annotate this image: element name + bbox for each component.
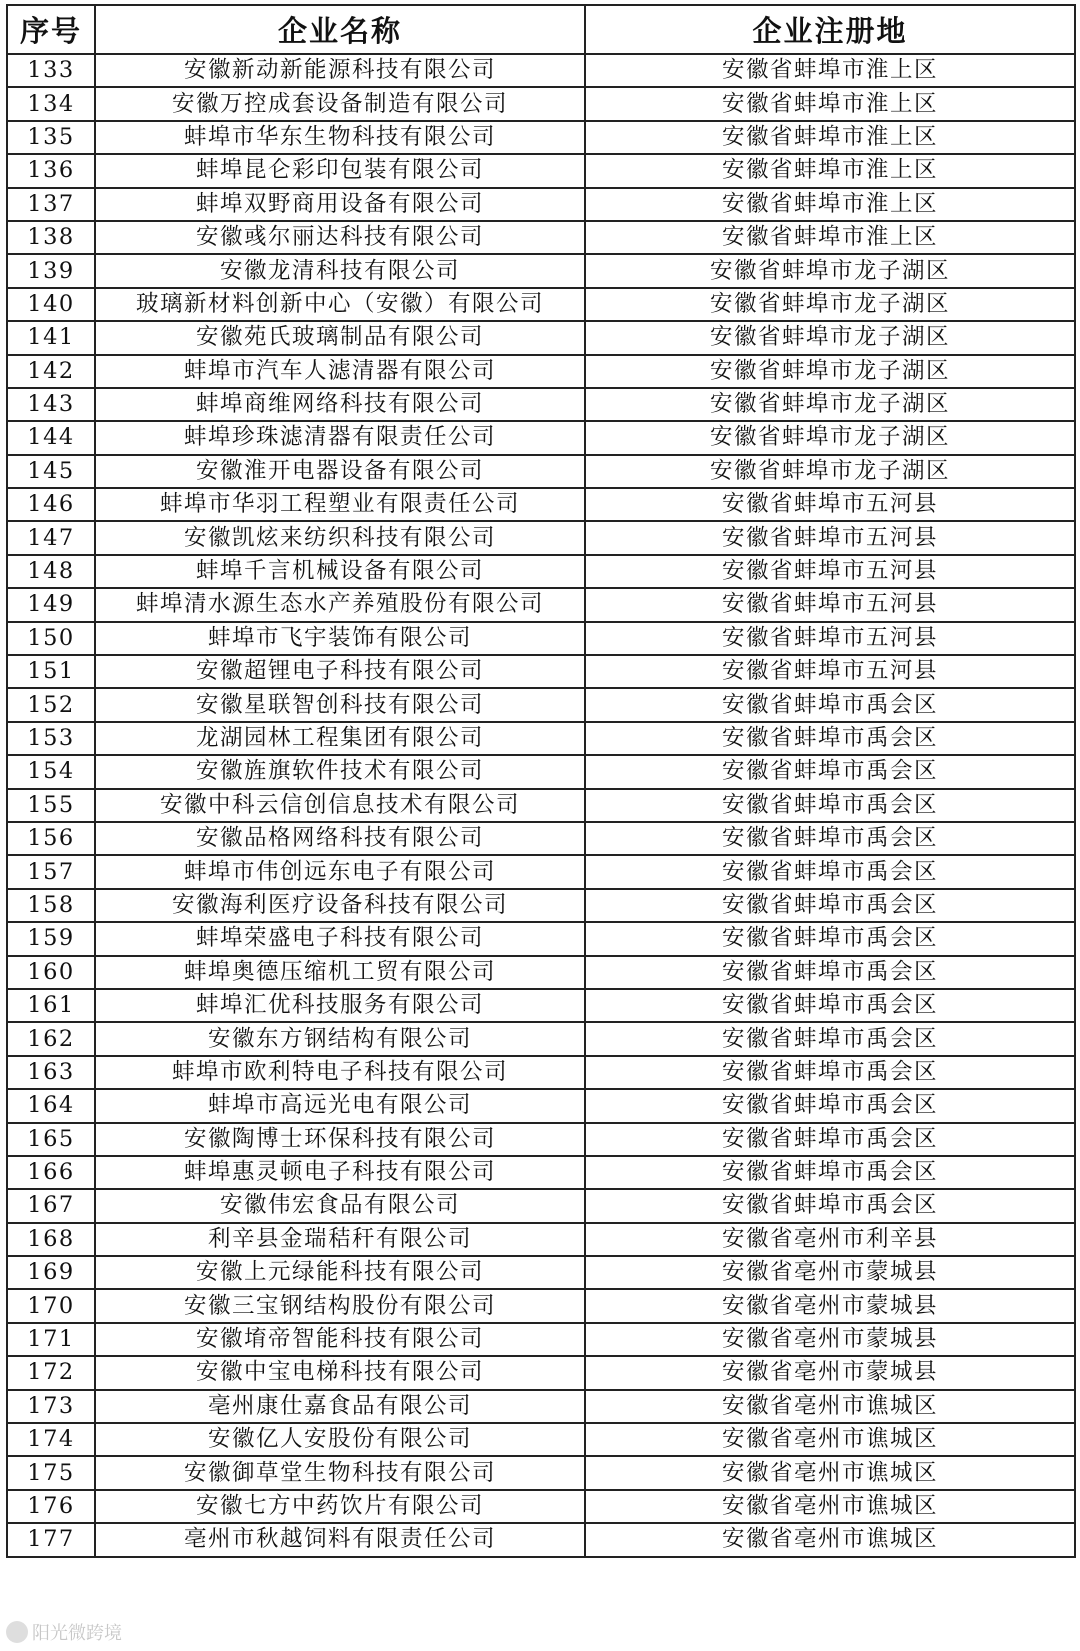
table-row	[7, 121, 1075, 154]
cell-company-name: 安徽龙清科技有限公司	[95, 254, 585, 287]
table-row	[7, 188, 1075, 221]
cell-index: 134	[7, 87, 95, 120]
cell-company-name: 蚌埠市飞宇装饰有限公司	[95, 622, 585, 655]
table-row	[7, 1189, 1075, 1222]
table-body	[7, 54, 1075, 1557]
cell-registration-place: 安徽省蚌埠市禹会区	[585, 1089, 1075, 1122]
cell-index: 171	[7, 1323, 95, 1356]
table-header-row	[7, 5, 1075, 54]
cell-registration-place: 安徽省蚌埠市禹会区	[585, 1056, 1075, 1089]
cell-index: 172	[7, 1356, 95, 1389]
cell-registration-place: 安徽省蚌埠市禹会区	[585, 989, 1075, 1022]
table-row	[7, 1256, 1075, 1289]
cell-index: 161	[7, 989, 95, 1022]
table-row	[7, 688, 1075, 721]
table-row	[7, 1022, 1075, 1055]
cell-index: 156	[7, 822, 95, 855]
cell-company-name: 安徽伟宏食品有限公司	[95, 1189, 585, 1222]
table-row	[7, 655, 1075, 688]
table-row	[7, 388, 1075, 421]
cell-registration-place: 安徽省蚌埠市五河县	[585, 555, 1075, 588]
cell-company-name: 蚌埠市华东生物科技有限公司	[95, 121, 585, 154]
table-row	[7, 989, 1075, 1022]
cell-registration-place: 安徽省亳州市谯城区	[585, 1490, 1075, 1523]
header-registration-place: 企业注册地	[585, 5, 1075, 54]
cell-index: 165	[7, 1123, 95, 1156]
cell-company-name: 蚌埠荣盛电子科技有限公司	[95, 922, 585, 955]
table-row	[7, 521, 1075, 554]
cell-index: 163	[7, 1056, 95, 1089]
table-row	[7, 1390, 1075, 1423]
cell-index: 149	[7, 588, 95, 621]
cell-index: 148	[7, 555, 95, 588]
cell-registration-place: 安徽省亳州市谯城区	[585, 1456, 1075, 1489]
cell-index: 175	[7, 1456, 95, 1489]
table-row	[7, 1356, 1075, 1389]
cell-company-name: 蚌埠市高远光电有限公司	[95, 1089, 585, 1122]
cell-registration-place: 安徽省蚌埠市禹会区	[585, 1156, 1075, 1189]
table-row	[7, 722, 1075, 755]
cell-registration-place: 安徽省蚌埠市五河县	[585, 655, 1075, 688]
cell-company-name: 安徽海利医疗设备科技有限公司	[95, 889, 585, 922]
table-row	[7, 254, 1075, 287]
table-row	[7, 588, 1075, 621]
cell-index: 164	[7, 1089, 95, 1122]
cell-index: 154	[7, 755, 95, 788]
table-row	[7, 622, 1075, 655]
cell-index: 173	[7, 1390, 95, 1423]
cell-index: 174	[7, 1423, 95, 1456]
cell-company-name: 蚌埠珍珠滤清器有限责任公司	[95, 421, 585, 454]
cell-index: 140	[7, 288, 95, 321]
cell-company-name: 安徽品格网络科技有限公司	[95, 822, 585, 855]
table-row	[7, 321, 1075, 354]
cell-registration-place: 安徽省蚌埠市禹会区	[585, 1022, 1075, 1055]
cell-company-name: 蚌埠双野商用设备有限公司	[95, 188, 585, 221]
cell-company-name: 安徽中宝电梯科技有限公司	[95, 1356, 585, 1389]
cell-company-name: 蚌埠商维网络科技有限公司	[95, 388, 585, 421]
table-row	[7, 1056, 1075, 1089]
cell-index: 160	[7, 956, 95, 989]
cell-registration-place: 安徽省蚌埠市五河县	[585, 521, 1075, 554]
cell-index: 168	[7, 1223, 95, 1256]
cell-registration-place: 安徽省蚌埠市淮上区	[585, 54, 1075, 87]
cell-registration-place: 安徽省蚌埠市淮上区	[585, 221, 1075, 254]
cell-company-name: 安徽凯炫来纺织科技有限公司	[95, 521, 585, 554]
cell-company-name: 蚌埠千言机械设备有限公司	[95, 555, 585, 588]
cell-index: 141	[7, 321, 95, 354]
cell-company-name: 安徽御草堂生物科技有限公司	[95, 1456, 585, 1489]
table-row	[7, 288, 1075, 321]
cell-index: 167	[7, 1189, 95, 1222]
cell-company-name: 安徽彧尔丽达科技有限公司	[95, 221, 585, 254]
table-row	[7, 1423, 1075, 1456]
cell-company-name: 蚌埠奥德压缩机工贸有限公司	[95, 956, 585, 989]
cell-registration-place: 安徽省亳州市蒙城县	[585, 1256, 1075, 1289]
cell-index: 144	[7, 421, 95, 454]
cell-registration-place: 安徽省蚌埠市五河县	[585, 588, 1075, 621]
cell-index: 152	[7, 688, 95, 721]
cell-company-name: 安徽超锂电子科技有限公司	[95, 655, 585, 688]
cell-company-name: 安徽万控成套设备制造有限公司	[95, 87, 585, 120]
watermark-text: 阳光微跨境	[32, 1623, 122, 1644]
cell-company-name: 安徽陶博士环保科技有限公司	[95, 1123, 585, 1156]
cell-index: 177	[7, 1523, 95, 1556]
cell-registration-place: 安徽省蚌埠市淮上区	[585, 87, 1075, 120]
table-row	[7, 789, 1075, 822]
cell-registration-place: 安徽省蚌埠市龙子湖区	[585, 388, 1075, 421]
cell-company-name: 安徽三宝钢结构股份有限公司	[95, 1289, 585, 1322]
cell-registration-place: 安徽省蚌埠市龙子湖区	[585, 355, 1075, 388]
cell-registration-place: 安徽省亳州市蒙城县	[585, 1356, 1075, 1389]
cell-company-name: 玻璃新材料创新中心（安徽）有限公司	[95, 288, 585, 321]
cell-index: 139	[7, 254, 95, 287]
cell-registration-place: 安徽省蚌埠市龙子湖区	[585, 254, 1075, 287]
cell-registration-place: 安徽省蚌埠市龙子湖区	[585, 421, 1075, 454]
table-row	[7, 1223, 1075, 1256]
cell-registration-place: 安徽省蚌埠市禹会区	[585, 1189, 1075, 1222]
cell-registration-place: 安徽省蚌埠市淮上区	[585, 188, 1075, 221]
cell-registration-place: 安徽省亳州市谯城区	[585, 1523, 1075, 1556]
cell-index: 136	[7, 154, 95, 187]
cell-registration-place: 安徽省蚌埠市禹会区	[585, 922, 1075, 955]
table-row	[7, 1523, 1075, 1556]
cell-company-name: 安徽七方中药饮片有限公司	[95, 1490, 585, 1523]
watermark-logo-icon	[6, 1621, 28, 1643]
cell-company-name: 蚌埠市华羽工程塑业有限责任公司	[95, 488, 585, 521]
cell-index: 166	[7, 1156, 95, 1189]
cell-company-name: 安徽中科云信创信息技术有限公司	[95, 789, 585, 822]
table-row	[7, 889, 1075, 922]
table-row	[7, 488, 1075, 521]
cell-registration-place: 安徽省蚌埠市淮上区	[585, 154, 1075, 187]
table-row	[7, 1490, 1075, 1523]
cell-registration-place: 安徽省蚌埠市禹会区	[585, 855, 1075, 888]
cell-index: 143	[7, 388, 95, 421]
table-row	[7, 1289, 1075, 1322]
cell-index: 176	[7, 1490, 95, 1523]
cell-company-name: 蚌埠惠灵顿电子科技有限公司	[95, 1156, 585, 1189]
cell-index: 162	[7, 1022, 95, 1055]
cell-registration-place: 安徽省蚌埠市禹会区	[585, 822, 1075, 855]
header-index: 序号	[7, 5, 95, 54]
company-table	[6, 4, 1076, 1558]
table-row	[7, 755, 1075, 788]
table-row	[7, 421, 1075, 454]
cell-company-name: 蚌埠昆仑彩印包装有限公司	[95, 154, 585, 187]
cell-company-name: 亳州康仕嘉食品有限公司	[95, 1390, 585, 1423]
cell-registration-place: 安徽省蚌埠市龙子湖区	[585, 321, 1075, 354]
table-row	[7, 855, 1075, 888]
cell-index: 147	[7, 521, 95, 554]
cell-index: 158	[7, 889, 95, 922]
cell-registration-place: 安徽省蚌埠市禹会区	[585, 1123, 1075, 1156]
cell-index: 170	[7, 1289, 95, 1322]
cell-company-name: 安徽苑氏玻璃制品有限公司	[95, 321, 585, 354]
cell-registration-place: 安徽省亳州市谯城区	[585, 1423, 1075, 1456]
cell-company-name: 蚌埠市汽车人滤清器有限公司	[95, 355, 585, 388]
table-row	[7, 87, 1075, 120]
cell-registration-place: 安徽省蚌埠市龙子湖区	[585, 288, 1075, 321]
cell-company-name: 龙湖园林工程集团有限公司	[95, 722, 585, 755]
cell-index: 169	[7, 1256, 95, 1289]
table-row	[7, 54, 1075, 87]
cell-index: 133	[7, 54, 95, 87]
cell-registration-place: 安徽省亳州市蒙城县	[585, 1323, 1075, 1356]
cell-company-name: 蚌埠清水源生态水产养殖股份有限公司	[95, 588, 585, 621]
table-row	[7, 455, 1075, 488]
cell-index: 150	[7, 622, 95, 655]
table-row	[7, 1456, 1075, 1489]
table-row	[7, 154, 1075, 187]
cell-company-name: 安徽星联智创科技有限公司	[95, 688, 585, 721]
cell-company-name: 安徽淮开电器设备有限公司	[95, 455, 585, 488]
table-row	[7, 1123, 1075, 1156]
cell-index: 151	[7, 655, 95, 688]
cell-index: 137	[7, 188, 95, 221]
table-row	[7, 1089, 1075, 1122]
table-row	[7, 555, 1075, 588]
cell-company-name: 蚌埠市欧利特电子科技有限公司	[95, 1056, 585, 1089]
cell-registration-place: 安徽省蚌埠市淮上区	[585, 121, 1075, 154]
cell-registration-place: 安徽省蚌埠市禹会区	[585, 722, 1075, 755]
cell-index: 157	[7, 855, 95, 888]
cell-registration-place: 安徽省蚌埠市五河县	[585, 488, 1075, 521]
cell-company-name: 安徽上元绿能科技有限公司	[95, 1256, 585, 1289]
cell-company-name: 安徽旌旗软件技术有限公司	[95, 755, 585, 788]
table-row	[7, 822, 1075, 855]
cell-company-name: 安徽新动新能源科技有限公司	[95, 54, 585, 87]
cell-index: 153	[7, 722, 95, 755]
cell-registration-place: 安徽省亳州市利辛县	[585, 1223, 1075, 1256]
cell-registration-place: 安徽省蚌埠市禹会区	[585, 889, 1075, 922]
cell-registration-place: 安徽省蚌埠市禹会区	[585, 755, 1075, 788]
cell-registration-place: 安徽省蚌埠市禹会区	[585, 789, 1075, 822]
table-row	[7, 956, 1075, 989]
table-row	[7, 355, 1075, 388]
cell-registration-place: 安徽省亳州市谯城区	[585, 1390, 1075, 1423]
cell-registration-place: 安徽省蚌埠市龙子湖区	[585, 455, 1075, 488]
cell-company-name: 蚌埠市伟创远东电子有限公司	[95, 855, 585, 888]
table-row	[7, 1156, 1075, 1189]
cell-registration-place: 安徽省亳州市蒙城县	[585, 1289, 1075, 1322]
cell-index: 145	[7, 455, 95, 488]
cell-index: 159	[7, 922, 95, 955]
cell-index: 155	[7, 789, 95, 822]
cell-company-name: 安徽东方钢结构有限公司	[95, 1022, 585, 1055]
cell-company-name: 亳州市秋越饲料有限责任公司	[95, 1523, 585, 1556]
table-row	[7, 221, 1075, 254]
cell-company-name: 蚌埠汇优科技服务有限公司	[95, 989, 585, 1022]
cell-index: 138	[7, 221, 95, 254]
cell-registration-place: 安徽省蚌埠市禹会区	[585, 688, 1075, 721]
header-company-name: 企业名称	[95, 5, 585, 54]
cell-index: 142	[7, 355, 95, 388]
cell-index: 135	[7, 121, 95, 154]
watermark	[6, 1619, 122, 1645]
table-row	[7, 1323, 1075, 1356]
cell-company-name: 安徽堉帝智能科技有限公司	[95, 1323, 585, 1356]
table-row	[7, 922, 1075, 955]
cell-index: 146	[7, 488, 95, 521]
cell-company-name: 利辛县金瑞秸秆有限公司	[95, 1223, 585, 1256]
cell-company-name: 安徽亿人安股份有限公司	[95, 1423, 585, 1456]
cell-registration-place: 安徽省蚌埠市五河县	[585, 622, 1075, 655]
cell-registration-place: 安徽省蚌埠市禹会区	[585, 956, 1075, 989]
